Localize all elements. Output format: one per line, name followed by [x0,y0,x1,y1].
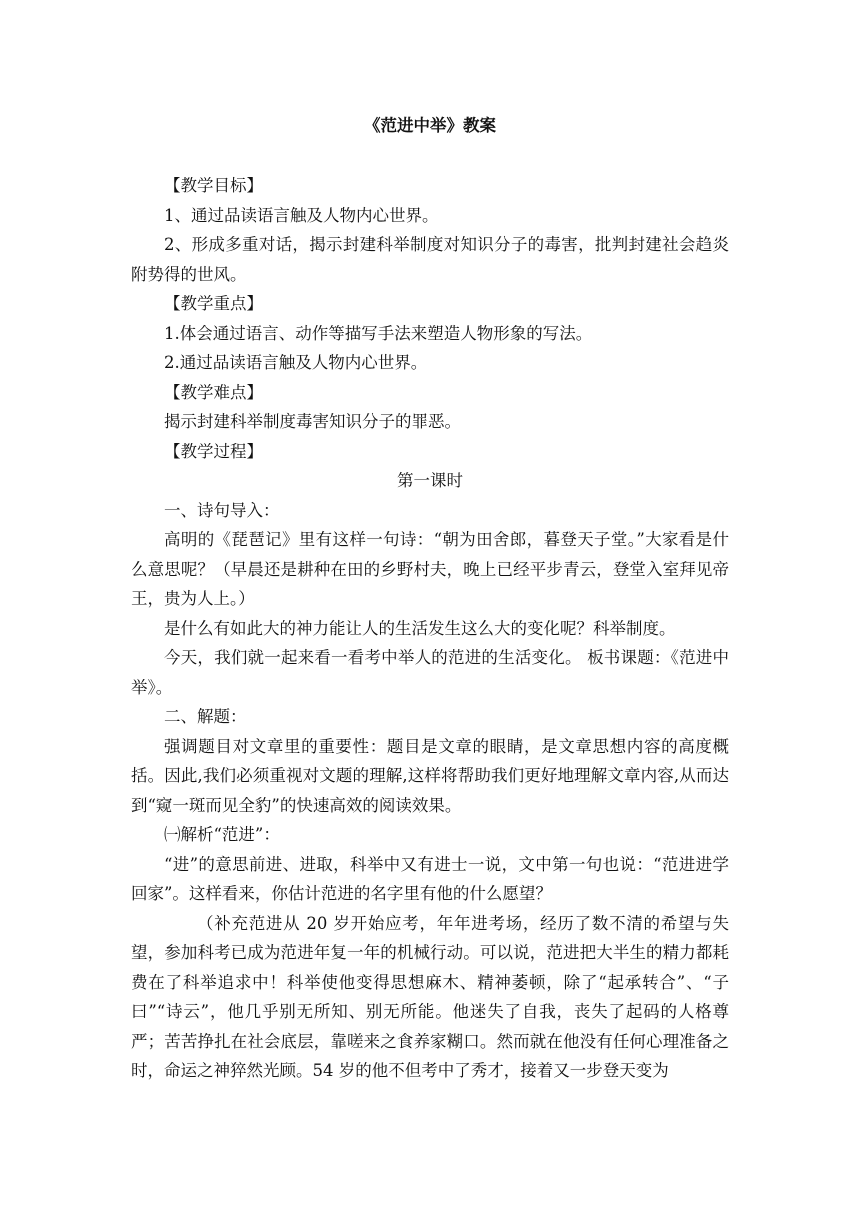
section-title-heading: 二、解题： [164,707,247,726]
paragraph-question: 是什么有如此大的神力能让人的生活发生这么大的变化呢？科举制度。 [164,618,676,638]
paragraph-today: 今天，我们就一起来看一看考中举人的范进的生活变化。 板书课题：《范进中举》。 [131,648,729,697]
lesson-label: 第一课时 [397,471,463,490]
key-point-2: 2.通过品读语言触及人物内心世界。 [164,353,428,372]
key-point-1: 1.体会通过语言、动作等描写手法来塑造人物形象的写法。 [164,323,593,343]
section-intro-heading: 一、诗句导入： [164,500,280,520]
paragraph-title-importance: 强调题目对文章里的重要性：题目是文章的眼睛，是文章思想内容的高度概括。因此,我们必须重视对文题的理解,这样将帮助我们更好地理解文章内容,从而达到“窥一斑而见全豹”的快速高效的阅读效果。 [131,736,729,815]
heading-difficulties: 【教学难点】 [164,382,263,402]
heading-objectives: 【教学目标】 [164,176,263,195]
heading-key-points: 【教学重点】 [164,294,263,313]
document-title: 《范进中举》教案 [364,116,496,135]
heading-process: 【教学过程】 [164,441,263,461]
objective-1: 1、通过品读语言触及人物内心世界。 [164,205,439,225]
document-body [131,171,729,1086]
subsection-fanjin-heading: ㈠解析“范进”： [164,825,280,844]
paragraph-poem: 高明的《琵琶记》里有这样一句诗：“朝为田舍郎，暮登天子堂。”大家看是什么意思呢？（早晨还是耕种在田的乡野村夫，晚上已经平步青云，登堂入室拜见帝王，贵为人上。） [131,530,729,608]
paragraph-supplement: （补充范进从 20 岁开始应考，年年进考场，经历了数不清的希望与失望，参加科考已成为范进年复一年的机械行动。可以说，范进把大半生的精力都耗费在了科举追求中！科举使他变得思想麻木、精神萎顿，除了“起承转合”、“子曰”“诗云”，他几乎别无所知、别无所能。他迷失了自我，丧失了起码的人格尊严；苦苦挣扎在社会底层，靠嗟来之食养家糊口。然而就在他没有任何心理准备之时，命运之神猝然光顾。54 岁的他不但考中了秀才，接着又一步登天变为 [131,913,729,1080]
paragraph-jin-meaning: “进”的意思前进、进取，科举中又有进士一说，文中第一句也说：“范进进学回家”。这样看来，你估计范进的名字里有他的什么愿望？ [131,854,729,903]
difficulty-1: 揭示封建科举制度毒害知识分子的罪恶。 [164,412,461,431]
objective-2: 2、形成多重对话，揭示封建科举制度对知识分子的毒害，批判封建社会趋炎附势得的世风。 [131,235,729,284]
